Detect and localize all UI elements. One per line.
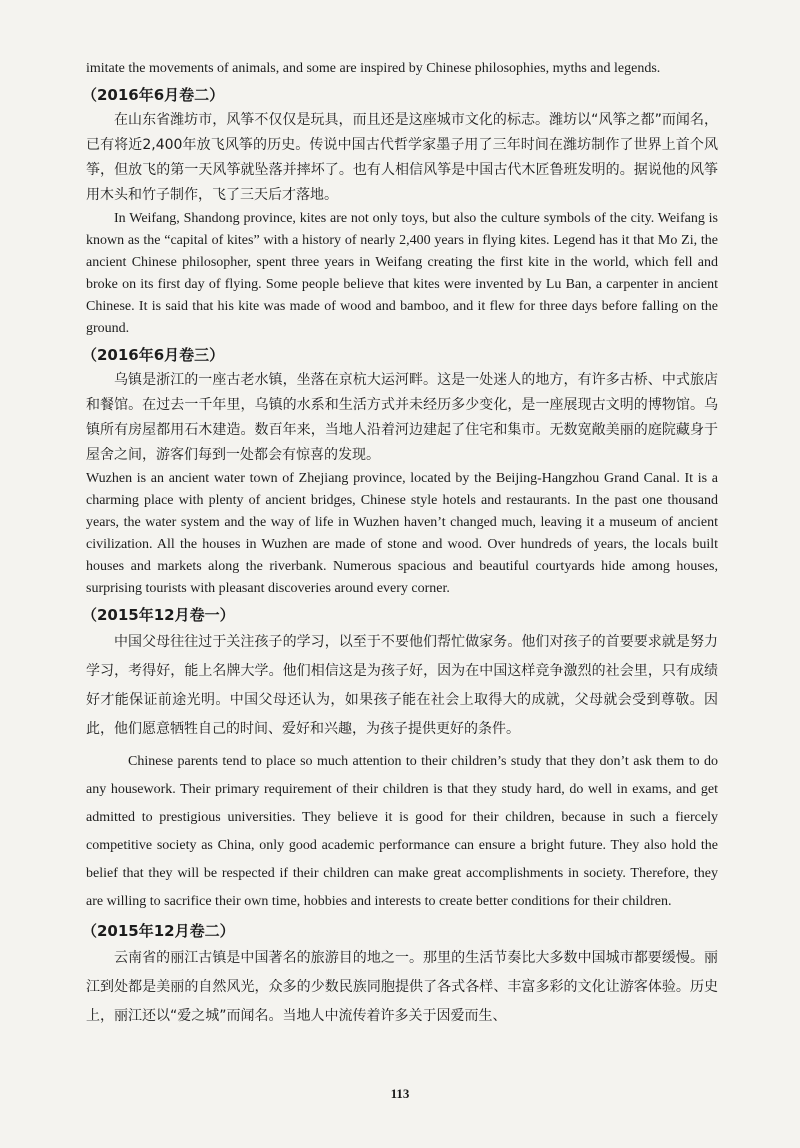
section-heading-2015-dec-1: （2015年12月卷一） (82, 606, 235, 624)
section-heading-2015-dec-2: （2015年12月卷二） (82, 922, 235, 940)
page-content (82, 58, 718, 1031)
chinese-paragraph-parents: 中国父母往往过于关注孩子的学习，以至于不要他们帮忙做家务。他们对孩子的首要要求就是努力学习，考得好，能上名牌大学。他们相信这是为孩子好，因为在中国这样竞争激烈的社会里，只有成绩好才能保证前途光明。中国父母还认为，如果孩子能在社会上取得大的成就，父母就会受到尊敬。因此，他们愿意牺牲自己的时间、爱好和兴趣，为孩子提供更好的条件。 (86, 634, 718, 737)
page-number: 113 (390, 1086, 410, 1101)
english-paragraph-weifang: In Weifang, Shandong province, kites are not only toys, but also the culture symbols of the city. Weifang is known as the “capital of kites” with a history of nearly 2,400 years in flying kites. Legend has it that Mo Zi, the ancient Chinese philosopher, spent three years in Weifang creating the first kite in the world, which fell and broke on its first day of flying. Some people believe that kites were invented by Lu Ban, a carpenter in ancient Chinese. It is said that his kite was made of wood and bamboo, and it flew for three days before falling on the ground. (86, 211, 718, 336)
english-paragraph-wuzhen: Wuzhen is an ancient water town of Zhejiang province, located by the Beijing-Hangzhou Grand Canal. It is a charming place with plenty of ancient bridges, Chinese style hotels and restaurants. In the past one thousand years, the water system and the way of life in Wuzhen haven’t changed much, leaving it a museum of ancient civilization. All the houses in Wuzhen are made of stone and wood. Over hundreds of years, the locals built houses and markets along the riverbank. Numerous spacious and beautiful courtyards hide among houses, surprising tourists with pleasant discoveries around every corner. (86, 471, 718, 596)
chinese-paragraph-weifang: 在山东省潍坊市，风筝不仅仅是玩具，而且还是这座城市文化的标志。潍坊以“风筝之都”而闻名，已有将近2,400年放飞风筝的历史。传说中国古代哲学家墨子用了三年时间在潍坊制作了世界上首个风筝，但放飞的第一天风筝就坠落并摔坏了。也有人相信风筝是中国古代木匠鲁班发明的。据说他的风筝用木头和竹子制作，飞了三天后才落地。 (86, 112, 718, 203)
chinese-paragraph-lijiang: 云南省的丽江古镇是中国著名的旅游目的地之一。那里的生活节奏比大多数中国城市都要缓慢。丽江到处都是美丽的自然风光，众多的少数民族同胞提供了各式各样、丰富多彩的文化让游客体验。历史上，丽江还以“爱之城”而闻名。当地人中流传着许多关于因爱而生、 (86, 950, 718, 1024)
chinese-paragraph-wuzhen: 乌镇是浙江的一座古老水镇，坐落在京杭大运河畔。这是一处迷人的地方，有许多古桥、中式旅店和餐馆。在过去一千年里，乌镇的水系和生活方式并未经历多少变化，是一座展现古文明的博物馆。乌镇所有房屋都用石木建造。数百年来，当地人沿着河边建起了住宅和集市。无数宽敞美丽的庭院藏身于屋舍之间，游客们每到一处都会有惊喜的发现。 (86, 372, 718, 463)
intro-continuation: imitate the movements of animals, and some are inspired by Chinese philosophies, myths and legends. (86, 61, 661, 76)
english-paragraph-parents: Chinese parents tend to place so much attention to their children’s study that they don’t ask them to do any housework. Their primary requirement of their children is that they study hard, do well in exams, and get admitted to prestigious universities. They believe it is good for their children, because in such a fiercely competitive society as China, only good academic performance can ensure a bright future. They also hold the belief that they will be respected if their children can make great accomplishments in society. Therefore, they are willing to sacrifice their own time, hobbies and interests to create better conditions for their children. (86, 754, 718, 909)
section-heading-2016-june-3: （2016年6月卷三） (82, 346, 225, 364)
section-heading-2016-june-2: （2016年6月卷二） (82, 86, 225, 104)
